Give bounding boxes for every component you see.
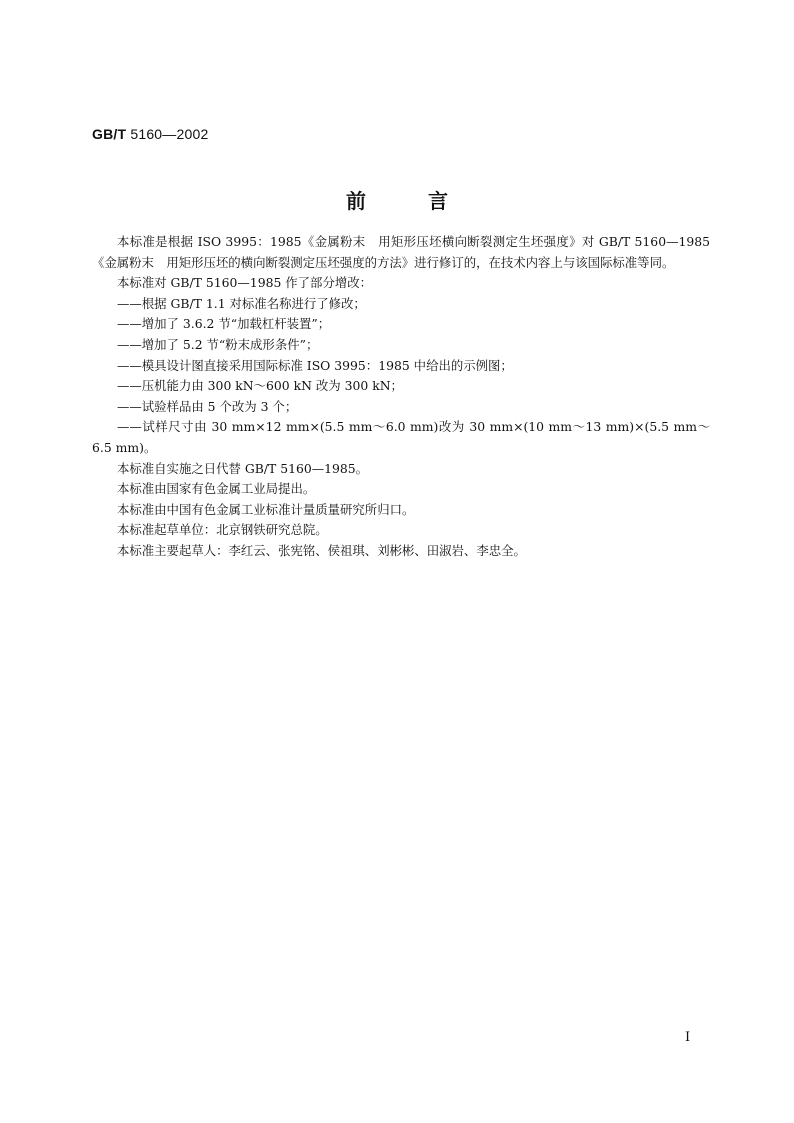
page-number: I xyxy=(685,1030,691,1045)
foreword-body xyxy=(92,232,710,562)
paragraph-centralized-by: 本标准由中国有色金属工业标准计量质量研究所归口。 xyxy=(117,501,415,517)
paragraph-drafting-unit: 本标准起草单位：北京钢铁研究总院。 xyxy=(117,522,328,538)
change-item: ——增加了 5.2 节“粉末成形条件”； xyxy=(117,336,319,352)
paragraph-intro: 本标准是根据 ISO 3995：1985《金属粉末 用矩形压坯横向断裂测定生坯强度》对 GB/T 5160—1985《金属粉末 用矩形压坯的横向断裂测定压坯强度的方法》进行修订的，在技术内容上与该国际标准等同。 xyxy=(92,234,710,270)
change-item: ——根据 GB/T 1.1 对标准名称进行了修改； xyxy=(117,295,366,311)
change-item: ——试验样品由 5 个改为 3 个； xyxy=(117,398,298,414)
paragraph-changes-lead: 本标准对 GB/T 5160—1985 作了部分增改： xyxy=(117,275,373,291)
standard-prefix: GB/T xyxy=(92,126,127,142)
paragraph-replaces: 本标准自实施之日代替 GB/T 5160—1985。 xyxy=(117,460,369,476)
change-item: ——压机能力由 300 kN～600 kN 改为 300 kN； xyxy=(117,378,403,394)
paragraph-proposed-by: 本标准由国家有色金属工业局提出。 xyxy=(117,481,316,497)
standard-number: 5160—2002 xyxy=(130,126,209,142)
paragraph-drafters: 本标准主要起草人：李红云、张宪铭、侯祖琪、刘彬彬、田淑岩、李忠全。 xyxy=(117,542,526,558)
change-item: ——试样尺寸由 30 mm×12 mm×(5.5 mm～6.0 mm)改为 30 mm×(10 mm～13 mm)×(5.5 mm～6.5 mm)。 xyxy=(92,419,710,455)
change-item: ——增加了 3.6.2 节“加载杠杆装置”； xyxy=(117,316,331,332)
page-title: 前言 xyxy=(346,189,510,213)
standard-code-header xyxy=(92,126,208,142)
change-item: ——模具设计图直接采用国际标准 ISO 3995：1985 中给出的示例图； xyxy=(117,357,513,373)
